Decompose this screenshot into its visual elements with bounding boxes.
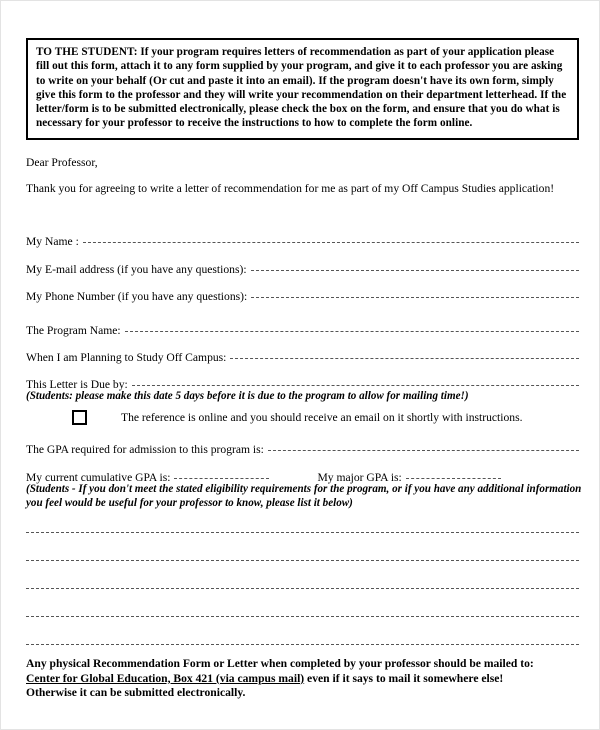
student-instructions-box [26, 38, 579, 140]
field-row-when-studying [26, 350, 579, 366]
input-my-name[interactable] [83, 241, 579, 243]
label-gpa-current: My current cumulative GPA is: [26, 471, 171, 484]
salutation: Dear Professor, [26, 156, 98, 169]
mailing-instructions-line2 [26, 672, 582, 687]
label-program-name: The Program Name: [26, 324, 121, 337]
input-my-phone[interactable] [251, 296, 579, 298]
field-row-phone [26, 289, 579, 305]
label-when-studying: When I am Planning to Study Off Campus: [26, 351, 227, 364]
mailing-instructions [26, 657, 582, 701]
note-due-date: (Students: please make this date 5 days before it is due to the program to allow for mailing time!) [26, 390, 469, 402]
label-gpa-major: My major GPA is: [317, 471, 402, 484]
field-row-name [26, 234, 579, 250]
online-reference-checkbox-row[interactable] [72, 410, 523, 425]
input-my-email[interactable] [251, 269, 579, 271]
input-program-name[interactable] [125, 330, 579, 332]
mailing-instructions-line1: Any physical Recommendation Form or Letter when completed by your professor should be mailed to: [26, 657, 534, 670]
blank-line[interactable] [26, 615, 579, 617]
label-letter-due: This Letter is Due by: [26, 378, 128, 391]
input-when-studying[interactable] [230, 357, 579, 359]
student-instructions-body: If your program requires letters of recommendation as part of your application please fill out this form, attach it to any form supplied by your program, and give it to each professor you are asking to write on your behalf (Or cut and paste it into an email). If the program doesn't have its own form, simply give this form to the professor and they will write your recommendation on their department letterhead. If the letter/form is to be submitted electronically, please check the box on the form, and ensure that you do what is necessary for your professor to receive the instructions to how to complete the form online. [36, 46, 567, 130]
student-instructions-heading: TO THE STUDENT: [36, 46, 138, 58]
input-gpa-current[interactable] [174, 477, 269, 479]
mailing-instructions-line3: Otherwise it can be submitted electronically. [26, 686, 246, 700]
note-gpa-eligibility: (Students - If you don't meet the stated eligibility requirements for the program, or if you have any additional information you feel would be useful for your professor to know, please list it below) [26, 483, 582, 509]
label-my-phone: My Phone Number (if you have any questions): [26, 290, 248, 303]
blank-line[interactable] [26, 531, 579, 533]
checkbox-icon[interactable] [72, 410, 87, 425]
thank-you-paragraph: Thank you for agreeing to write a letter of recommendation for me as part of my Off Campus Studies application! [26, 182, 555, 195]
blank-line[interactable] [26, 559, 579, 561]
label-gpa-required: The GPA required for admission to this program is: [26, 443, 264, 456]
online-reference-label: The reference is online and you should receive an email on it shortly with instructions. [121, 411, 523, 424]
field-row-email [26, 262, 579, 278]
input-gpa-major[interactable] [406, 477, 501, 479]
label-my-name: My Name : [26, 235, 79, 248]
input-gpa-required[interactable] [268, 449, 579, 451]
input-letter-due[interactable] [132, 384, 579, 386]
mailing-instructions-line2-rest: even if it says to mail it somewhere else! [304, 671, 504, 685]
field-row-gpa-required [26, 442, 579, 458]
additional-information-lines [26, 531, 579, 671]
mailing-address-underlined: Center for Global Education, Box 421 (via campus mail) [26, 671, 305, 685]
blank-line[interactable] [26, 587, 579, 589]
label-my-email: My E-mail address (if you have any questions): [26, 263, 247, 276]
field-row-program-name [26, 323, 579, 339]
student-instructions-text [36, 45, 569, 131]
blank-line[interactable] [26, 643, 579, 645]
